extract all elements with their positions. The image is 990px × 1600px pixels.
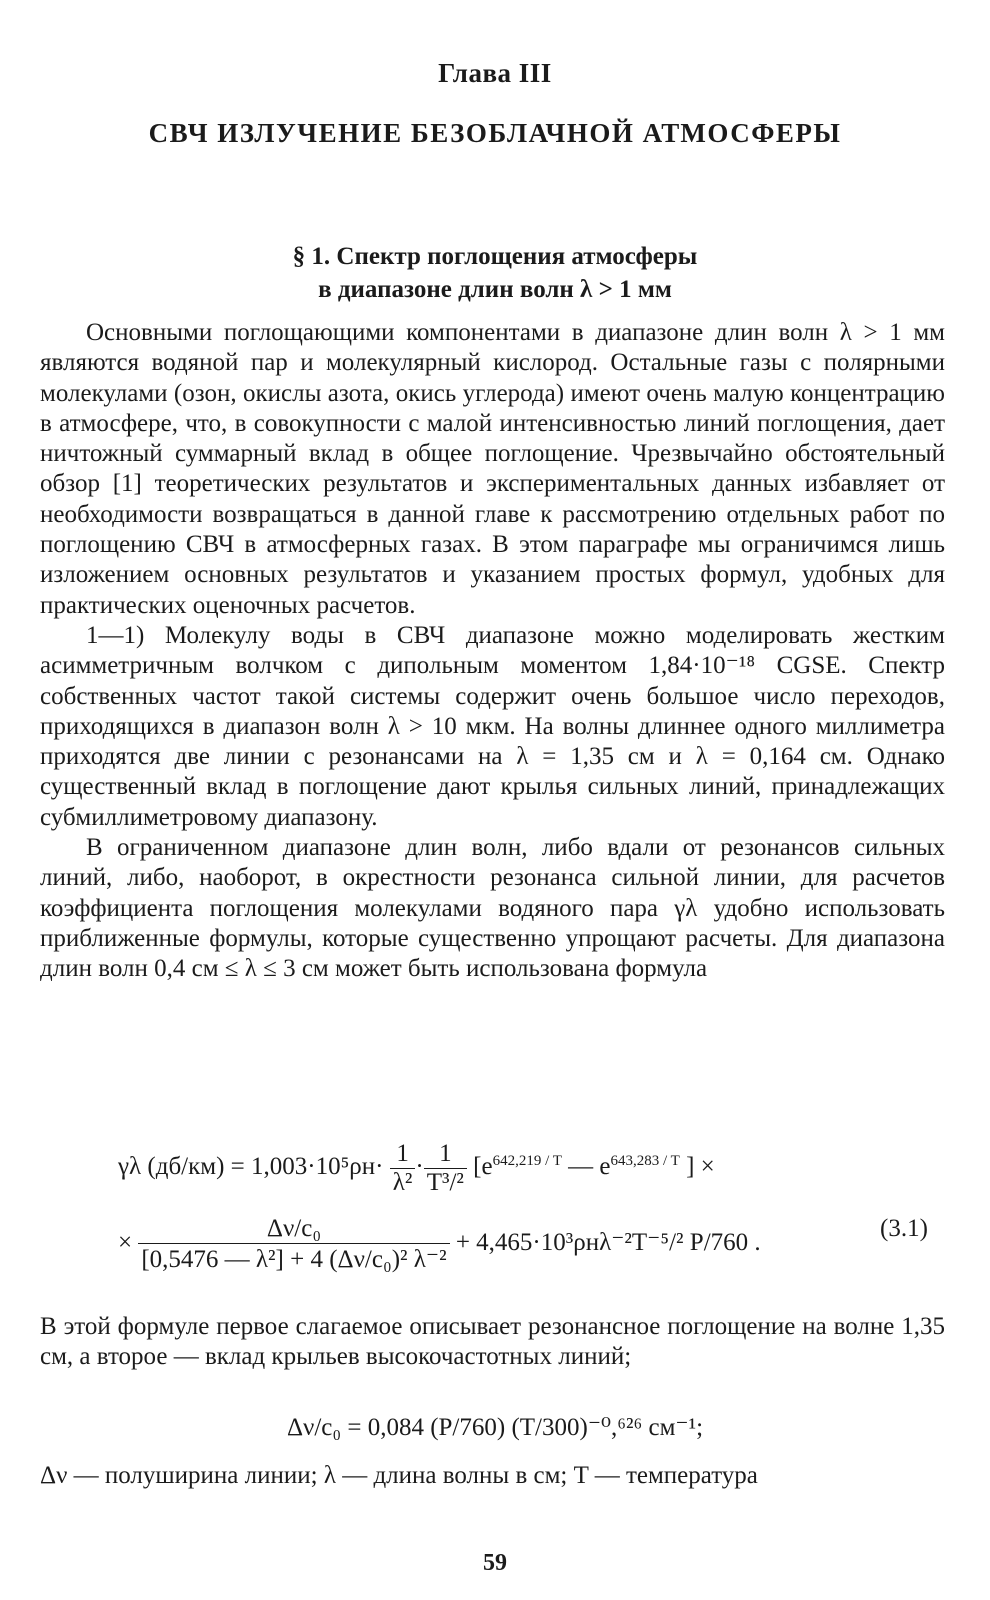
- equation-bracket: [e: [473, 1153, 493, 1181]
- equation-3-1-line-1: γλ (дб/км) = 1,003·10⁵ρн· $\frac{1}{\text{λ²}}$ · $\frac{1}{\text{T³/²}}$ [$e^{642,219 / T}$ — $e^{643,283 / T}$ ] ×: [118, 1140, 715, 1196]
- fraction-denominator: T³/²: [426, 1169, 464, 1196]
- paragraph-2: 1—1) Молекулу воды в СВЧ диапазоне можно моделировать жестким асимметричным волчком с дипольным моментом 1,84·10⁻¹⁸ CGSE. Спектр собственных частот такой системы содержит очень большое число переходов, приходящихся в диапазон волн λ > 10 мкм. На волны длиннее одного миллиметра приходятся две линии с резонансами на λ = 1,35 см и λ = 0,164 см. Однако существенный вклад в поглощение дают крылья сильных линий, принадлежащих субмиллиметровому диапазону.: [40, 621, 945, 831]
- section-heading: [0, 240, 990, 306]
- section-title-line-1: § 1. Спектр поглощения атмосферы: [292, 243, 698, 270]
- definitions-line: Δν — полуширина линии; λ — длина волны в см; T — температура: [40, 1462, 758, 1489]
- body-text-block-2: [40, 1312, 945, 1373]
- chapter-label: Глава III: [438, 58, 552, 88]
- fraction-numerator: 1: [424, 1140, 467, 1169]
- equation-linewidth: Δν/c₀ = 0,084 (P/760) (T/300)⁻⁰,⁶²⁶ см⁻¹;: [286, 1414, 704, 1441]
- exponent-1: 642,219 / T: [492, 1152, 562, 1169]
- paragraph-1: Основными поглощающими компонентами в диапазоне длин волн λ > 1 мм являются водяной пар и молекулярный кислород. Остальные газы с полярными молекулами (озон, окислы азота, окись углерода) имеют очень малую концентрацию в атмосфере, что, в совокупности с малой интенсивностью линий поглощения, дает ничтожный суммарный вклад в общее поглощение. Чрезвычайно обстоятельный обзор [1] теоретических результатов и экспериментальных данных избавляет от необходимости возвращаться в данной главе к рассмотрению отдельных работ по поглощению СВЧ в атмосферных газах. В этом параграфе мы ограничимся лишь изложением основных результатов и указанием простых формул, удобных для практических оценочных расчетов.: [40, 319, 945, 619]
- section-title-line-2: в диапазоне длин волн λ > 1 мм: [318, 276, 672, 303]
- fraction-one-over-t: [424, 1140, 467, 1197]
- chapter-title: СВЧ ИЗЛУЧЕНИЕ БЕЗОБЛАЧНОЙ АТМОСФЕРЫ: [148, 118, 842, 148]
- equation-number: (3.1): [880, 1215, 928, 1242]
- fraction-denominator: [0,5476 — λ²] + 4 (Δν/c₀)² λ⁻²: [141, 1246, 447, 1273]
- equation-3-1-line-2: [118, 1215, 990, 1274]
- exponent-2: 643,283 / T: [610, 1152, 680, 1169]
- equation-times: ×: [118, 1229, 133, 1257]
- equation-second-term: + 4,465·10³ρнλ⁻²T⁻⁵/² P/760 .: [455, 1229, 761, 1257]
- fraction-numerator: 1: [390, 1140, 416, 1169]
- fraction-numerator: Δν/c₀: [138, 1215, 449, 1244]
- body-text-block: [40, 318, 945, 985]
- page-number: 59: [483, 1550, 507, 1576]
- paragraph-after-equation: В этой формуле первое слагаемое описывает резонансное поглощение на волне 1,35 см, а второе — вклад крыльев высокочастотных линий;: [40, 1313, 945, 1371]
- fraction-one-over-lambda-squared: [390, 1140, 416, 1197]
- fraction-resonance-term: [138, 1215, 449, 1274]
- fraction-denominator: λ²: [392, 1169, 413, 1196]
- equation-minus: — e: [568, 1153, 611, 1181]
- equation-tail: ] ×: [686, 1153, 715, 1181]
- paragraph-3: В ограниченном диапазоне длин волн, либо вдали от резонансов сильных линий, либо, наоборот, в окрестности резонанса сильной линии, для расчетов коэффициента поглощения молекулами водяного пара γλ удобно использовать приближенные формулы, которые существенно упрощают расчеты. Для диапазона длин волн 0,4 см ≤ λ ≤ 3 см может быть использована формула: [40, 834, 945, 983]
- equation-lhs: γλ (дб/км) = 1,003·10⁵ρн·: [118, 1153, 384, 1181]
